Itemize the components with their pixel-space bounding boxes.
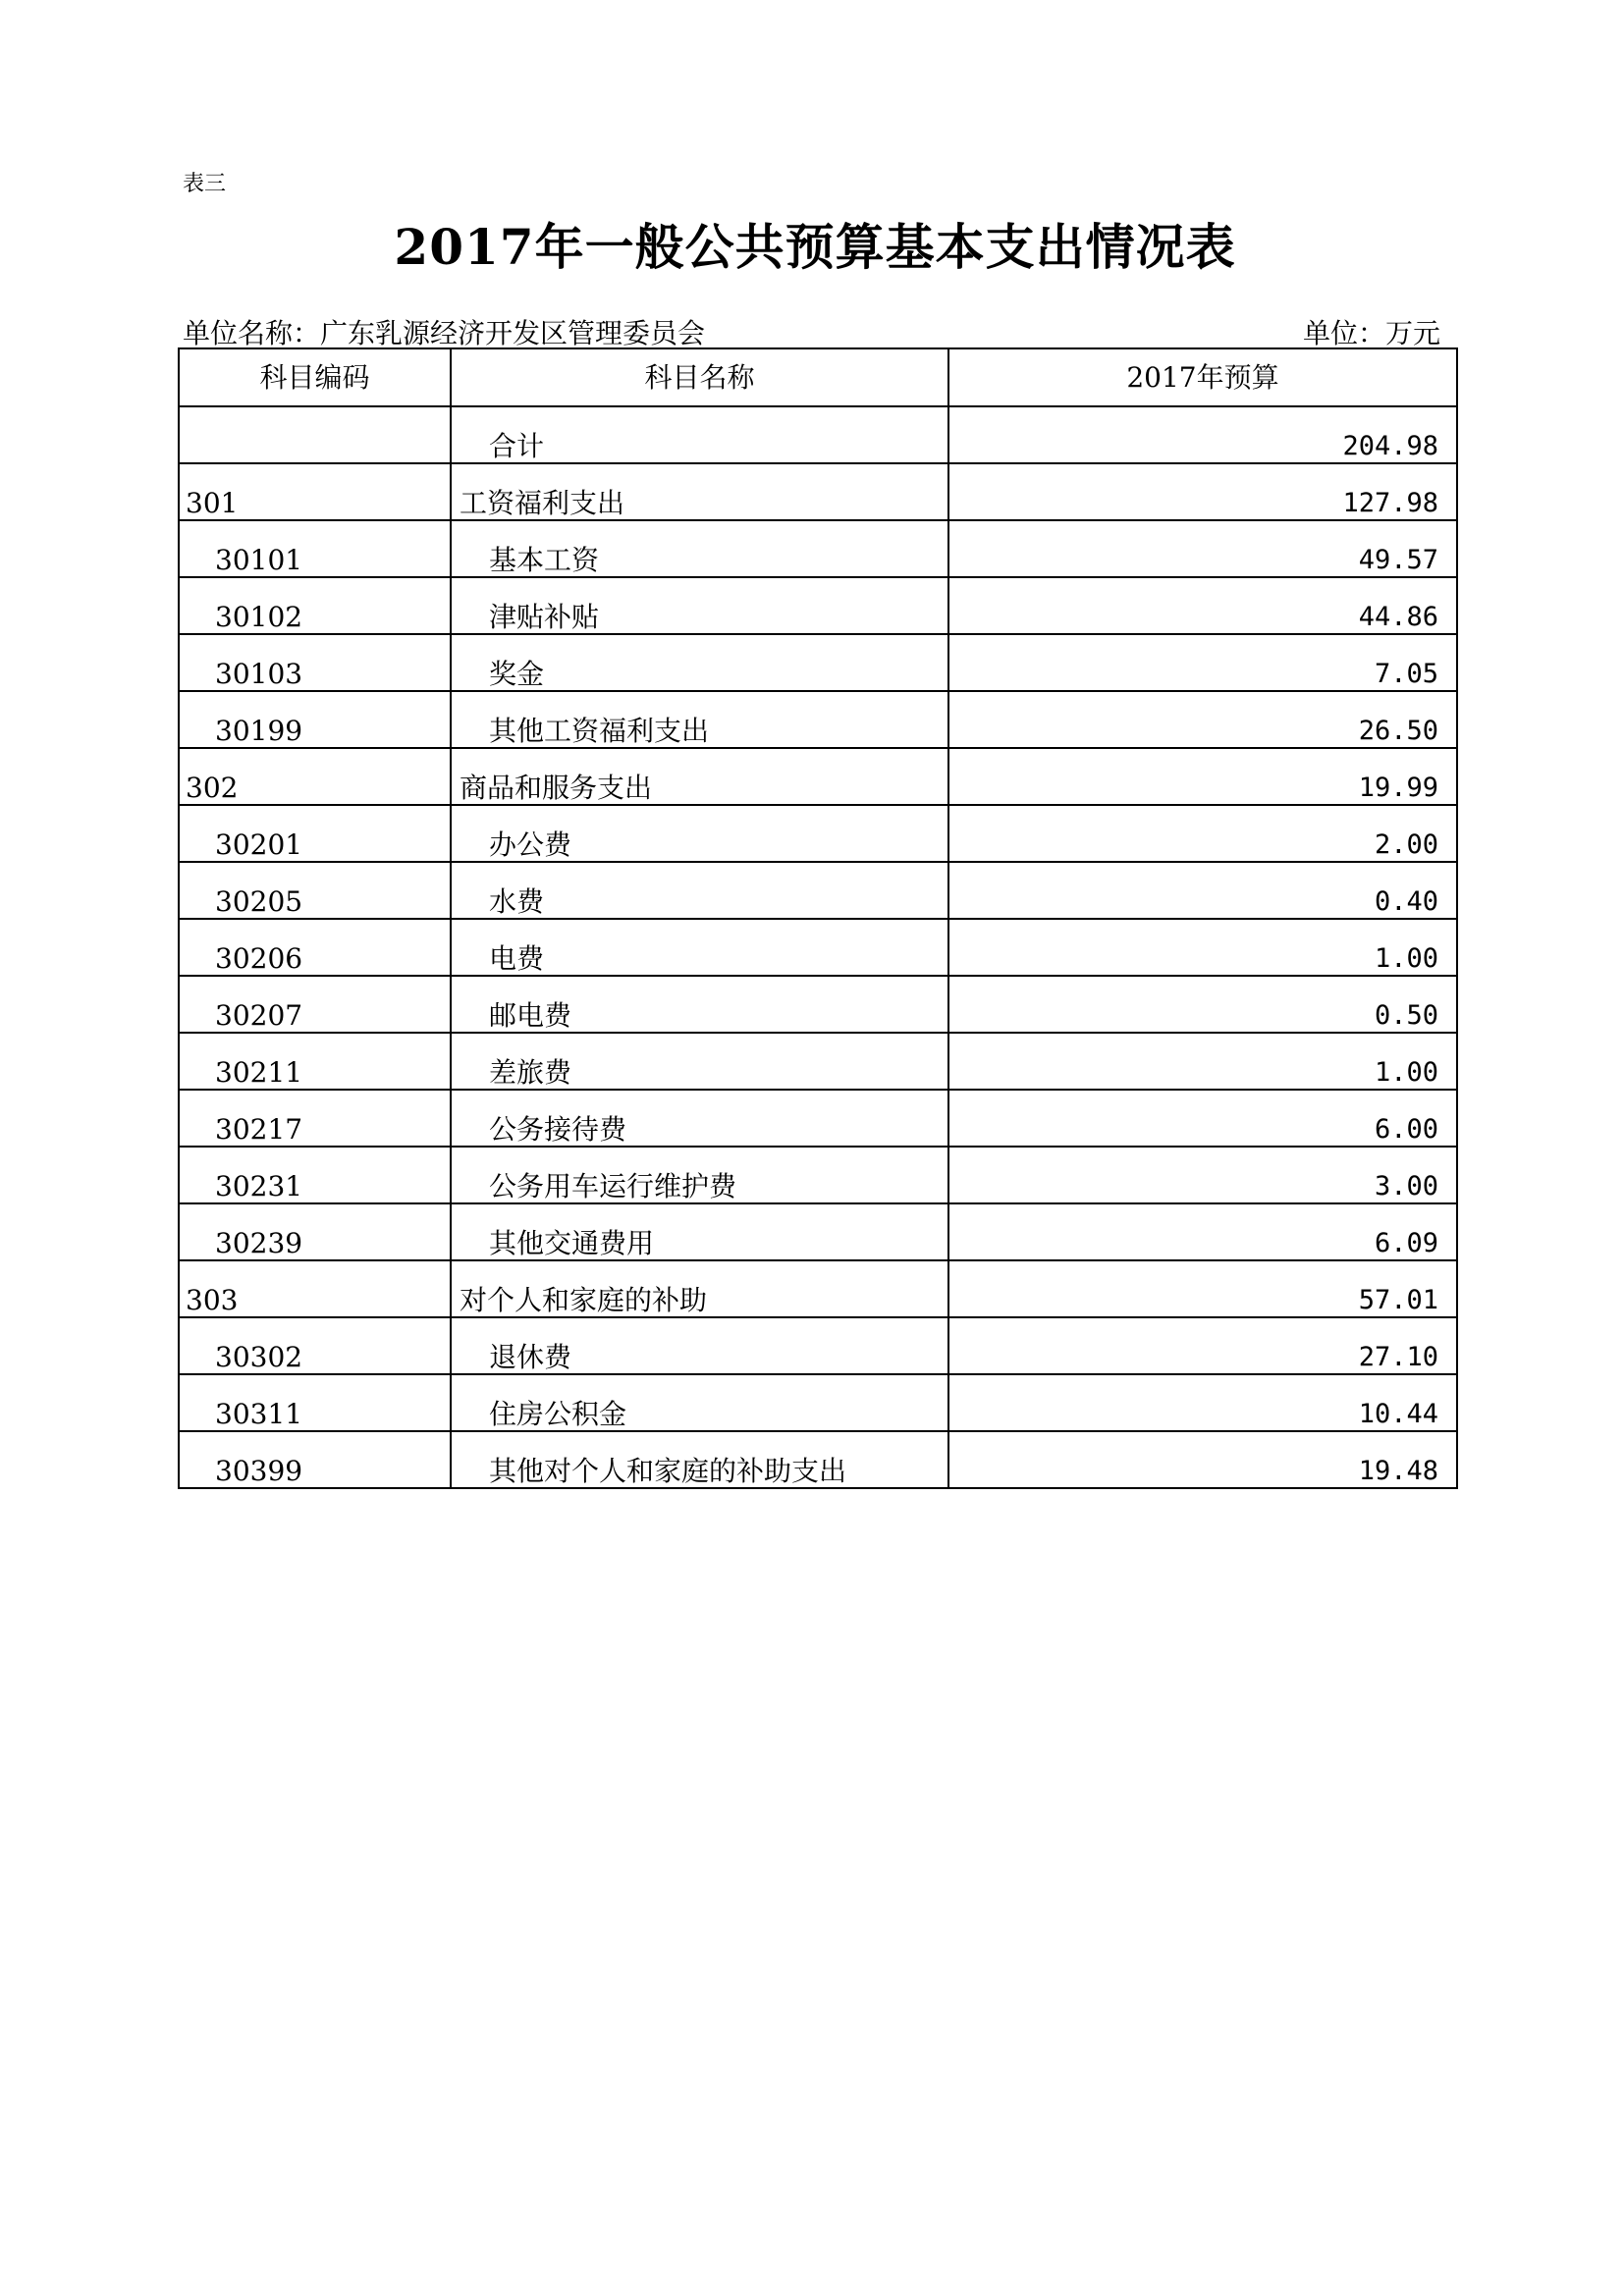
budget-amount-cell: 204.98 (948, 406, 1457, 463)
table-row (179, 1090, 1457, 1147)
header-subject-name: 科目名称 (451, 348, 948, 406)
budget-amount-cell: 6.09 (948, 1203, 1457, 1260)
table-row (179, 919, 1457, 976)
subject-name-cell: 其他工资福利支出 (451, 691, 948, 748)
subject-name-cell: 公务接待费 (451, 1090, 948, 1147)
subject-name-cell: 对个人和家庭的补助 (451, 1260, 948, 1317)
budget-amount-cell: 0.50 (948, 976, 1457, 1033)
subject-code-cell (179, 406, 451, 463)
table-row (179, 463, 1457, 520)
budget-amount-cell: 127.98 (948, 463, 1457, 520)
table-row (179, 1033, 1457, 1090)
table-row (179, 1374, 1457, 1431)
subject-code-cell: 30231 (179, 1147, 451, 1203)
subject-name-cell: 工资福利支出 (451, 463, 948, 520)
subject-code-cell: 30205 (179, 862, 451, 919)
subject-name-cell: 办公费 (451, 805, 948, 862)
budget-amount-cell: 6.00 (948, 1090, 1457, 1147)
subject-code-cell: 301 (179, 463, 451, 520)
subject-code-cell: 303 (179, 1260, 451, 1317)
subject-name-cell: 基本工资 (451, 520, 948, 577)
subject-code-cell: 30102 (179, 577, 451, 634)
subject-code-cell: 30199 (179, 691, 451, 748)
subject-name-cell: 其他交通费用 (451, 1203, 948, 1260)
budget-amount-cell: 57.01 (948, 1260, 1457, 1317)
subject-code-cell: 30311 (179, 1374, 451, 1431)
subject-name-cell: 住房公积金 (451, 1374, 948, 1431)
budget-amount-cell: 0.40 (948, 862, 1457, 919)
subject-name-cell: 商品和服务支出 (451, 748, 948, 805)
budget-amount-cell: 49.57 (948, 520, 1457, 577)
table-row (179, 691, 1457, 748)
subject-name-cell: 退休费 (451, 1317, 948, 1374)
subject-name-cell: 邮电费 (451, 976, 948, 1033)
subject-code-cell: 30103 (179, 634, 451, 691)
table-row (179, 805, 1457, 862)
budget-amount-cell: 44.86 (948, 577, 1457, 634)
subject-code-cell: 30101 (179, 520, 451, 577)
subject-code-cell: 30302 (179, 1317, 451, 1374)
table-row (179, 748, 1457, 805)
subject-code-cell: 30207 (179, 976, 451, 1033)
subject-name-cell: 公务用车运行维护费 (451, 1147, 948, 1203)
subject-name-cell: 水费 (451, 862, 948, 919)
budget-amount-cell: 7.05 (948, 634, 1457, 691)
subject-name-cell: 差旅费 (451, 1033, 948, 1090)
subject-code-cell: 30399 (179, 1431, 451, 1488)
budget-amount-cell: 26.50 (948, 691, 1457, 748)
document-title: 2017年一般公共预算基本支出情况表 (394, 218, 1236, 276)
budget-amount-cell: 10.44 (948, 1374, 1457, 1431)
budget-table (178, 347, 1458, 1489)
budget-table-body (179, 406, 1457, 1488)
table-row (179, 520, 1457, 577)
budget-amount-cell: 19.48 (948, 1431, 1457, 1488)
budget-amount-cell: 27.10 (948, 1317, 1457, 1374)
subject-name-cell: 奖金 (451, 634, 948, 691)
table-row (179, 862, 1457, 919)
subject-code-cell: 30206 (179, 919, 451, 976)
subject-code-cell: 30211 (179, 1033, 451, 1090)
table-row (179, 634, 1457, 691)
table-row (179, 1203, 1457, 1260)
header-subject-code: 科目编码 (179, 348, 451, 406)
budget-amount-cell: 2.00 (948, 805, 1457, 862)
budget-amount-cell: 3.00 (948, 1147, 1457, 1203)
subject-name-cell: 合计 (451, 406, 948, 463)
table-row (179, 1260, 1457, 1317)
table-row (179, 577, 1457, 634)
table-row (179, 976, 1457, 1033)
table-header-row (179, 348, 1457, 406)
subject-code-cell: 30201 (179, 805, 451, 862)
budget-amount-cell: 1.00 (948, 919, 1457, 976)
subject-name-cell: 其他对个人和家庭的补助支出 (451, 1431, 948, 1488)
table-row (179, 1431, 1457, 1488)
header-budget-2017: 2017年预算 (948, 348, 1457, 406)
table-row (179, 406, 1457, 463)
currency-unit-label: 单位：万元 (1302, 317, 1440, 349)
subject-code-cell: 302 (179, 748, 451, 805)
subject-code-cell: 30217 (179, 1090, 451, 1147)
table-row (179, 1147, 1457, 1203)
organization-label: 单位名称：广东乳源经济开发区管理委员会 (183, 317, 706, 349)
table-number: 表三 (183, 172, 227, 196)
subject-name-cell: 津贴补贴 (451, 577, 948, 634)
budget-amount-cell: 19.99 (948, 748, 1457, 805)
table-row (179, 1317, 1457, 1374)
unit-info-line (179, 312, 1440, 347)
budget-amount-cell: 1.00 (948, 1033, 1457, 1090)
subject-name-cell: 电费 (451, 919, 948, 976)
subject-code-cell: 30239 (179, 1203, 451, 1260)
